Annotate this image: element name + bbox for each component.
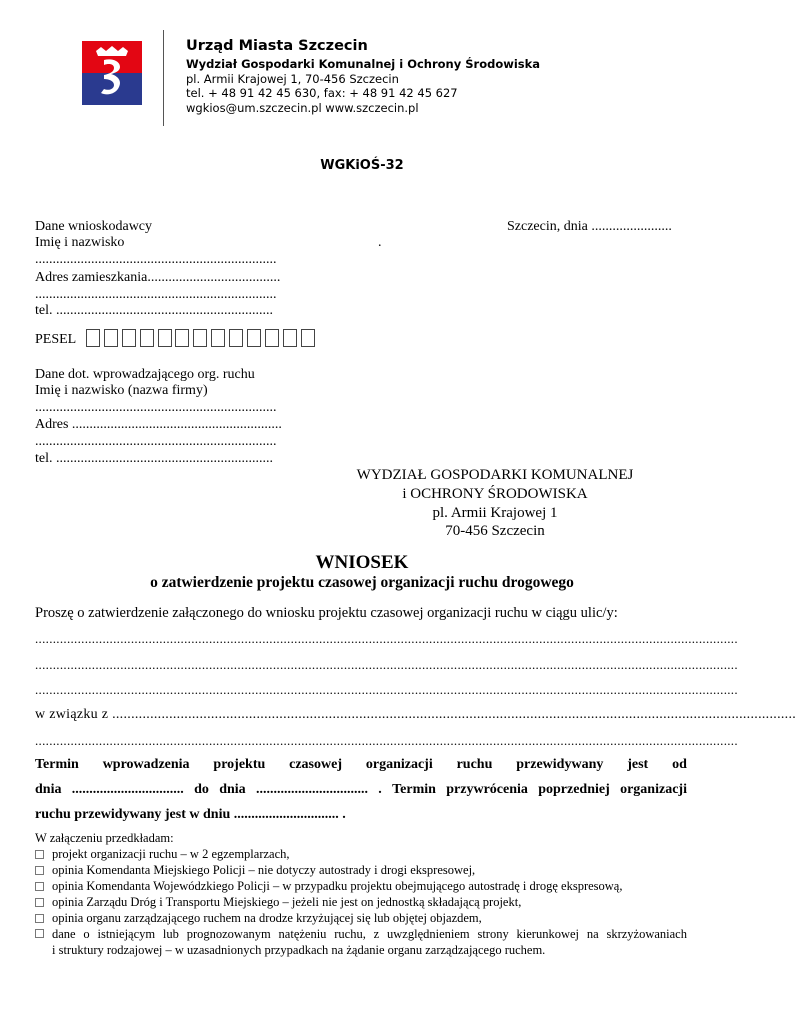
recipient-line-3: pl. Armii Krajowej 1 [432,505,558,521]
term-word: Termin [392,782,436,797]
attachments-label: W załączeniu przedkładam: [35,831,174,845]
attachment-text: opinia Komendanta Wojewódzkiego Policji – w przypadku projektu obejmującego autostradę i drogę ekspresową, [52,879,623,893]
term-word: do [194,782,209,797]
request-text: Proszę o zatwierdzenie załączonego do wniosku projektu czasowej organizacji ruchu w ciągu ulic/y: [35,605,618,621]
attachment-text: projekt organizacji ruchu – w 2 egzemplarzach, [52,847,290,861]
term-word: czasowej [289,757,342,772]
term-line-2 [35,782,687,798]
city-date-field[interactable]: Szczecin, dnia ....................... [507,219,672,234]
dept-name: Wydział Gospodarki Komunalnej i Ochrony Środowiska [186,57,541,71]
word: ruchu, [334,927,366,941]
city-logo [82,41,142,105]
term-word: poprzedniej [538,782,610,797]
term-line-1 [35,757,687,773]
introducer-name-label: Imię i nazwisko (nazwa firmy) [35,383,208,398]
streets-line-2[interactable]: ...................................................................................................................................................................................................... [35,657,738,672]
introducer-name-field[interactable]: ..................................................................... [35,400,277,415]
checkbox-icon [35,914,44,923]
term-word: przewidywany [516,757,604,772]
reason-field[interactable]: w związku z .................................................................................................................................................................................... [35,707,796,722]
attachment-item [35,879,622,894]
term-word: organizacji [365,757,433,772]
start-date-field[interactable]: ................................ [71,782,184,797]
applicant-name-field[interactable]: ..................................................................... [35,252,277,267]
pesel-digit-box[interactable] [104,329,118,347]
end-date-field[interactable]: ................................ [255,782,368,797]
recipient-line-4: 70-456 Szczecin [445,523,545,539]
attachment-text [52,927,687,942]
reason-line-2[interactable]: ...................................................................................................................................................................................................... [35,733,738,748]
term-word: jest [627,757,649,772]
document-subtitle: o zatwierdzenie projektu czasowej organizacji ruchu drogowego [150,574,574,591]
pesel-digit-box[interactable] [86,329,100,347]
word: natężeniu [278,927,327,941]
word: z [373,927,380,941]
restore-date-field[interactable]: ruchu przewidywany jest w dniu .............................. . [35,807,346,822]
office-phone: tel. + 48 91 42 45 630, fax: + 48 91 42 45 627 [186,86,458,100]
attachment-text: opinia Komendanta Miejskiego Policji – nie dotyczy autostrady i drogi ekspresowej, [52,863,476,877]
checkbox-icon [35,929,44,938]
introducer-section-label: Dane dot. wprowadzającego org. ruchu [35,367,255,382]
introducer-address-line[interactable]: ..................................................................... [35,434,277,449]
term-word: wprowadzenia [102,757,190,772]
attachment-item-cont: i struktury rodzajowej – w uzasadnionych przypadkach na żądanie organu zarządzającego ruchem. [52,943,546,957]
term-word: dnia [219,782,246,797]
checkbox-icon [35,850,44,859]
introducer-tel-field[interactable]: tel. .............................................................. [35,451,273,466]
office-address: pl. Armii Krajowej 1, 70-456 Szczecin [186,72,399,86]
checkbox-icon [35,898,44,907]
header-divider [163,30,164,126]
term-word: ruchu [456,757,493,772]
introducer-address-field[interactable]: Adres ............................................................ [35,417,282,432]
attachment-item [35,847,290,862]
org-name: Urząd Miasta Szczecin [186,38,368,54]
pesel-digit-box[interactable] [193,329,207,347]
document-title: WNIOSEK [315,552,409,573]
dot-marker: . [378,235,382,250]
attachment-text: opinia Zarządu Dróg i Transportu Miejskiego – jeżeli nie jest on jednostką składającą projekt, [52,895,522,909]
attachment-item [35,863,475,878]
pesel-digit-box[interactable] [122,329,136,347]
applicant-address-field[interactable]: Adres zamieszkania...................................... [35,270,281,285]
pesel-digit-box[interactable] [283,329,297,347]
attachment-text: opinia organu zarządzającego ruchem na drodze krzyżującej się lub objętej objazdem, [52,911,482,925]
streets-line-1[interactable]: ...................................................................................................................................................................................................... [35,631,738,646]
pesel-digit-box[interactable] [265,329,279,347]
attachment-item [35,927,687,942]
word: prognozowanym [186,927,271,941]
word: lub [162,927,179,941]
applicant-name-label: Imię i nazwisko [35,235,125,250]
pesel-digit-box[interactable] [229,329,243,347]
attachment-item [35,911,482,926]
pesel-label: PESEL [35,332,77,347]
form-code: WGKiOŚ-32 [320,158,404,173]
pesel-digit-box[interactable] [158,329,172,347]
term-word: Termin [35,757,79,772]
checkbox-icon [35,866,44,875]
term-word: projektu [213,757,266,772]
word: istniejącym [97,927,156,941]
pesel-digit-box[interactable] [211,329,225,347]
word: skrzyżowaniach [606,927,687,941]
office-web: wgkios@um.szczecin.pl www.szczecin.pl [186,101,419,115]
word: na [586,927,599,941]
applicant-address-line[interactable]: ..................................................................... [35,287,277,302]
term-word: dnia [35,782,62,797]
term-word: . [378,782,382,797]
pesel-digit-box[interactable] [247,329,261,347]
word: kierunkowej [516,927,580,941]
term-word: organizacji [620,782,687,797]
applicant-section-label: Dane wnioskodawcy [35,219,153,234]
word: strony [477,927,509,941]
streets-line-3[interactable]: ...................................................................................................................................................................................................... [35,682,738,697]
attachment-item [35,895,521,910]
term-word: przywrócenia [446,782,528,797]
word: dane [52,927,76,941]
pesel-boxes[interactable] [86,329,315,349]
pesel-digit-box[interactable] [301,329,315,347]
word: o [83,927,90,941]
pesel-digit-box[interactable] [175,329,189,347]
recipient-line-1: WYDZIAŁ GOSPODARKI KOMUNALNEJ [356,467,634,483]
pesel-digit-box[interactable] [140,329,154,347]
checkbox-icon [35,882,44,891]
recipient-line-2: i OCHRONY ŚRODOWISKA [402,486,588,502]
applicant-tel-field[interactable]: tel. .............................................................. [35,303,273,318]
word: uwzględnieniem [387,927,470,941]
term-word: od [672,757,687,772]
